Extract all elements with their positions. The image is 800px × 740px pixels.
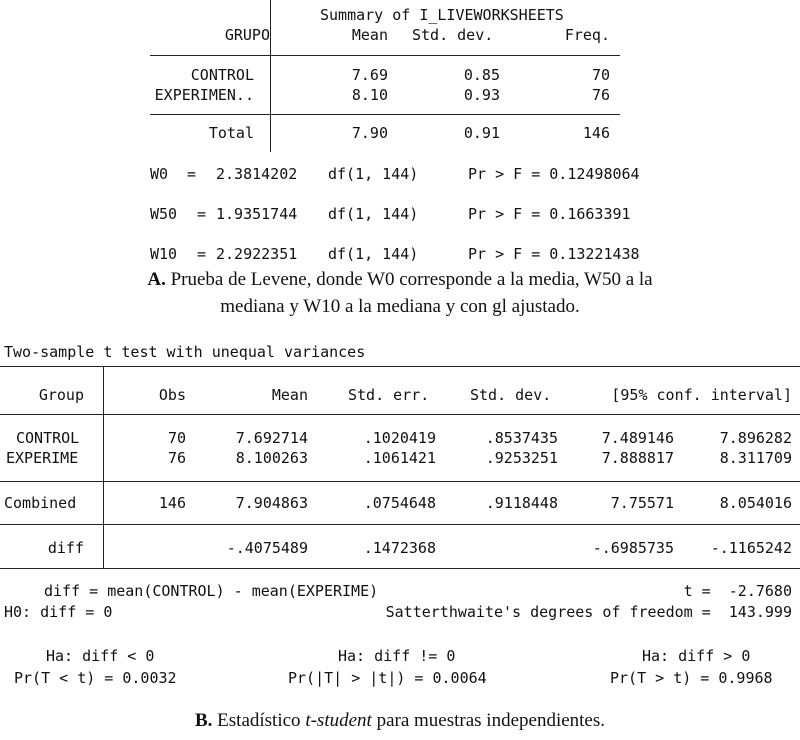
ttest-combined-mean: 7.904863 bbox=[235, 494, 308, 512]
ttest-top-rule bbox=[0, 366, 800, 367]
ttest-ha-mid-p: Pr(|T| > |t|) = 0.0064 bbox=[288, 669, 487, 687]
summary-total-sd: 0.91 bbox=[463, 124, 500, 142]
levene-w50-label: W50 bbox=[150, 205, 178, 223]
summary-header-sd: Std. dev. bbox=[412, 26, 494, 44]
ttest-row-control-group: CONTROL bbox=[16, 429, 80, 447]
ttest-row-control-obs: 70 bbox=[167, 429, 186, 447]
ttest-ha-right-label: Ha: diff > 0 bbox=[642, 647, 751, 665]
caption-b-pre: Estadístico bbox=[217, 710, 301, 731]
ttest-ha-right-p: Pr(T > t) = 0.9968 bbox=[610, 669, 773, 687]
ttest-diff-definition: diff = mean(CONTROL) - mean(EXPERIME) bbox=[44, 582, 379, 600]
summary-total-group: Total bbox=[208, 124, 254, 142]
caption-a-letter: A. bbox=[147, 269, 166, 290]
levene-w50-df: df(1, 144) bbox=[328, 205, 419, 223]
levene-w0-df: df(1, 144) bbox=[328, 165, 419, 183]
caption-a-text1: Prueba de Levene, donde W0 corresponde a la media, W50 a la bbox=[170, 269, 653, 290]
ttest-combined-group: Combined bbox=[4, 494, 77, 512]
levene-w0-eq: = bbox=[187, 165, 197, 183]
ttest-header-sd: Std. dev. bbox=[470, 386, 552, 404]
ttest-combined-se: .0754648 bbox=[363, 494, 436, 512]
ttest-row-experimental-group: EXPERIME bbox=[6, 449, 79, 467]
ttest-header-obs: Obs bbox=[158, 386, 186, 404]
ttest-ha-left-p: Pr(T < t) = 0.0032 bbox=[14, 669, 177, 687]
ttest-diff-mean: -.4075489 bbox=[226, 539, 308, 557]
ttest-combined-obs: 146 bbox=[158, 494, 186, 512]
ttest-title: Two-sample t test with unequal variances bbox=[4, 343, 366, 361]
levene-w10-value: 2.2922351 bbox=[216, 245, 298, 263]
ttest-combined-sd: .9118448 bbox=[485, 494, 558, 512]
ttest-diff-hi: -.1165242 bbox=[710, 539, 792, 557]
levene-w50-eq: = bbox=[197, 205, 207, 223]
ttest-diff-rule bbox=[0, 524, 800, 525]
ttest-h0: H0: diff = 0 bbox=[4, 603, 113, 621]
summary-title: Summary of I_LIVEWORKSHEETS bbox=[320, 6, 564, 24]
caption-a-line1 bbox=[60, 267, 740, 293]
summary-row-control-group: CONTROL bbox=[190, 66, 254, 84]
levene-w50-pr: Pr > F = 0.1663391 bbox=[468, 205, 631, 223]
caption-b-italic: t-student bbox=[305, 710, 372, 731]
ttest-row-experimental-sd: .9253251 bbox=[485, 449, 558, 467]
ttest-row-experimental-hi: 8.311709 bbox=[719, 449, 792, 467]
caption-a-line2: mediana y W10 a la mediana y con gl ajustado. bbox=[220, 296, 580, 317]
levene-w0-pr: Pr > F = 0.12498064 bbox=[468, 165, 640, 183]
levene-w10-pr: Pr > F = 0.13221438 bbox=[468, 245, 640, 263]
ttest-t-statistic: t = -2.7680 bbox=[683, 582, 792, 600]
ttest-row-experimental-se: .1061421 bbox=[363, 449, 436, 467]
caption-b-post: para muestras independientes. bbox=[376, 710, 606, 731]
ttest-row-control-mean: 7.692714 bbox=[235, 429, 308, 447]
summary-row-control-freq: 70 bbox=[591, 66, 610, 84]
ttest-row-control-sd: .8537435 bbox=[485, 429, 558, 447]
levene-w50-value: 1.9351744 bbox=[216, 205, 298, 223]
ttest-satterthwaite: Satterthwaite's degrees of freedom = 143.999 bbox=[385, 603, 792, 621]
summary-row-control-mean: 7.69 bbox=[351, 66, 388, 84]
ttest-ha-left-label: Ha: diff < 0 bbox=[46, 647, 155, 665]
summary-total-mean: 7.90 bbox=[351, 124, 388, 142]
summary-header-group: GRUPO bbox=[224, 26, 270, 44]
levene-w0-value: 2.3814202 bbox=[216, 165, 298, 183]
summary-header-mean: Mean bbox=[351, 26, 388, 44]
summary-total-rule bbox=[150, 114, 620, 115]
ttest-ha-mid-label: Ha: diff != 0 bbox=[338, 647, 456, 665]
ttest-row-experimental-obs: 76 bbox=[167, 449, 186, 467]
ttest-bottom-rule bbox=[0, 568, 800, 569]
summary-total-freq: 146 bbox=[582, 124, 610, 142]
summary-header-freq: Freq. bbox=[564, 26, 610, 44]
levene-w10-eq: = bbox=[197, 245, 207, 263]
ttest-diff-se: .1472368 bbox=[363, 539, 436, 557]
summary-row-experimental-mean: 8.10 bbox=[351, 86, 388, 104]
ttest-header-rule bbox=[0, 414, 800, 415]
ttest-diff-lo: -.6985735 bbox=[592, 539, 674, 557]
ttest-header-mean: Mean bbox=[271, 386, 308, 404]
levene-w10-label: W10 bbox=[150, 245, 178, 263]
summary-row-control-sd: 0.85 bbox=[463, 66, 500, 84]
ttest-header-ci: [95% conf. interval] bbox=[611, 386, 792, 404]
ttest-row-experimental-lo: 7.888817 bbox=[601, 449, 674, 467]
ttest-combined-hi: 8.054016 bbox=[719, 494, 792, 512]
ttest-combined-rule bbox=[0, 481, 800, 482]
ttest-row-control-lo: 7.489146 bbox=[601, 429, 674, 447]
levene-w10-df: df(1, 144) bbox=[328, 245, 419, 263]
ttest-row-experimental-mean: 8.100263 bbox=[235, 449, 308, 467]
summary-column-rule bbox=[270, 0, 271, 152]
summary-row-experimental-sd: 0.93 bbox=[463, 86, 500, 104]
ttest-header-se: Std. err. bbox=[348, 386, 430, 404]
ttest-row-control-hi: 7.896282 bbox=[719, 429, 792, 447]
summary-row-experimental-freq: 76 bbox=[591, 86, 610, 104]
ttest-column-rule bbox=[103, 366, 104, 568]
ttest-combined-lo: 7.75571 bbox=[610, 494, 674, 512]
summary-row-experimental-group: EXPERIMEN.. bbox=[154, 86, 254, 104]
levene-w0-label: W0 bbox=[150, 165, 169, 183]
ttest-header-group: Group bbox=[38, 386, 84, 404]
caption-b bbox=[60, 708, 740, 734]
ttest-row-control-se: .1020419 bbox=[363, 429, 436, 447]
ttest-diff-group: diff bbox=[47, 539, 84, 557]
summary-header-rule bbox=[150, 55, 620, 56]
caption-b-letter: B. bbox=[194, 710, 213, 731]
